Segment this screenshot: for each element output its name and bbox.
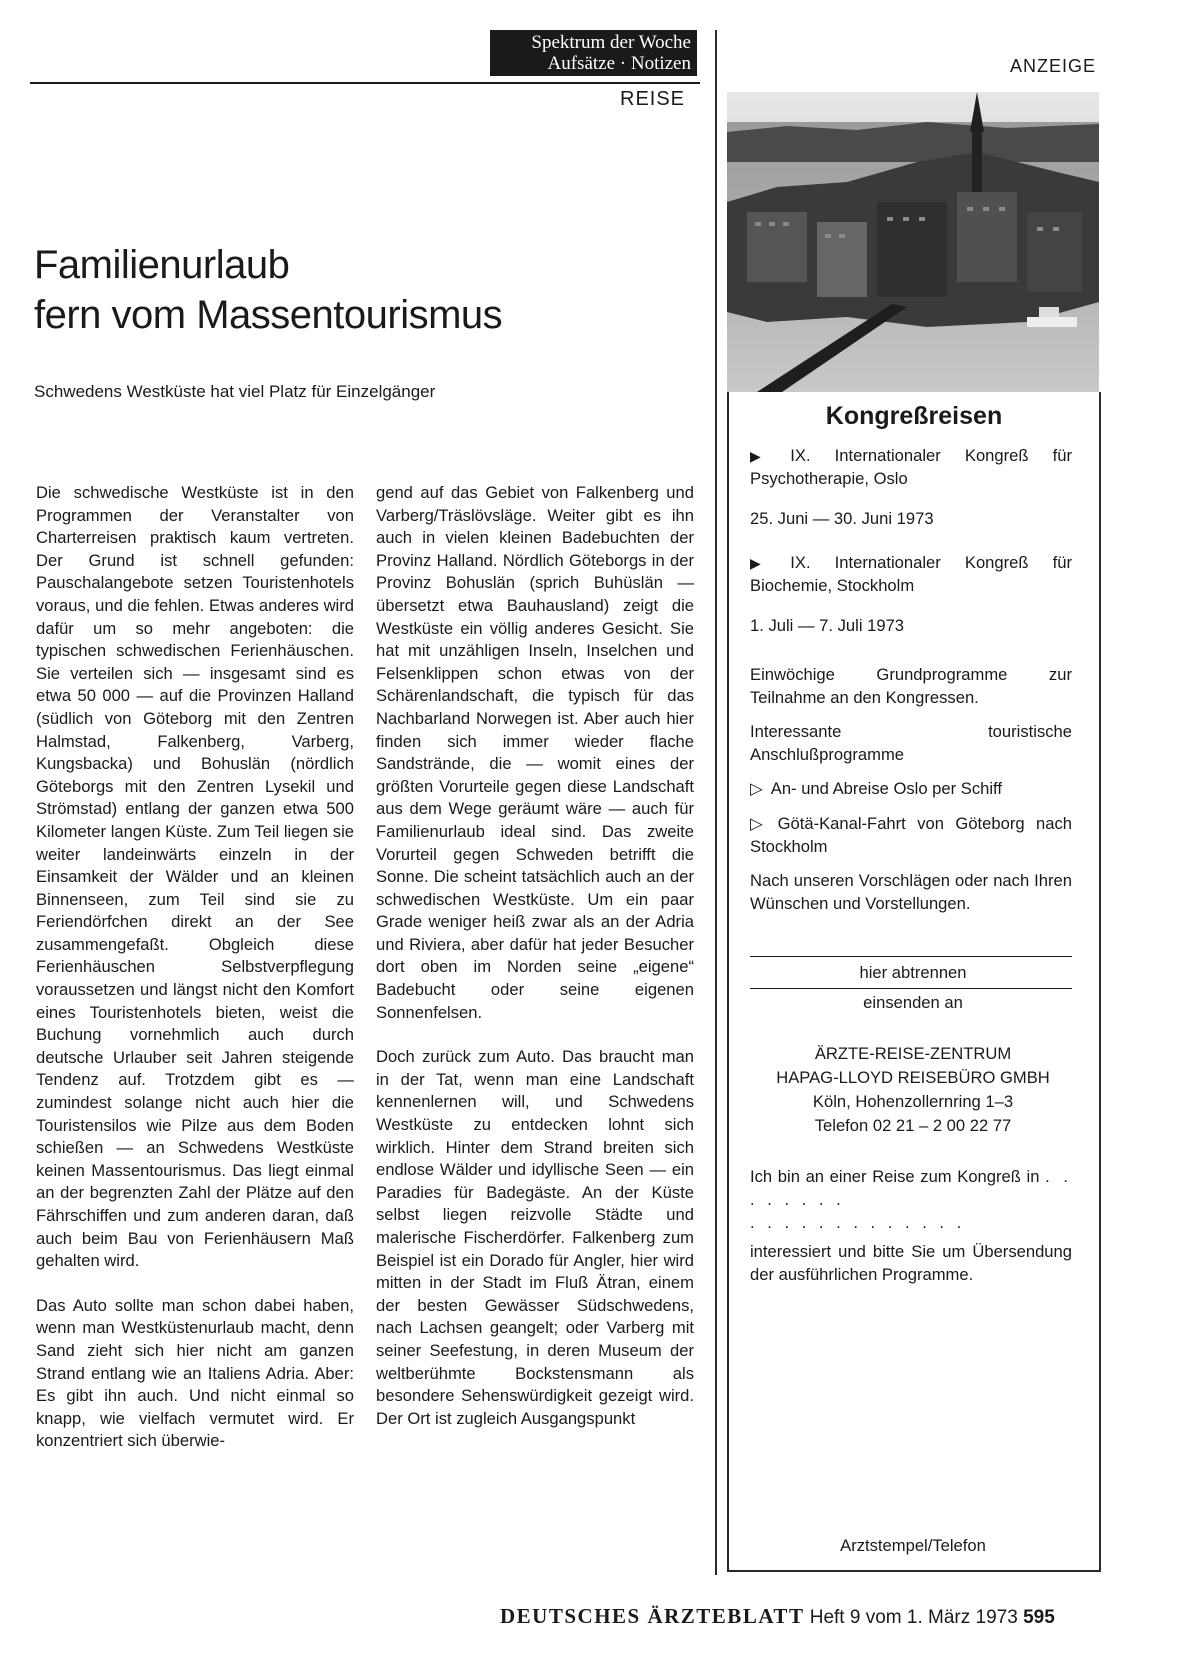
triangle-right-icon: ▶: [750, 448, 781, 464]
section-box: [490, 30, 697, 76]
ad-option-2: [750, 813, 1072, 858]
paragraph: Doch zurück zum Auto. Das braucht man in der Tat, wenn man eine Landschaft kennenlernen will, und Schwedens Westküste zu entdecken lohnt sich wirklich. Hinter dem Strand breiten sich endlose Wälder und idyllische Seen — ein Paradies für Badegäste. An der Küste selbst liegen reizvolle Städte und malerische Fischerdörfer. Falkenberg zum Beispiel ist ein Dorado für Angler, hier wird mitten in der Stadt im Fluß Ätran, einem der besten Gewässer Südschwedens, nach Lachsen geangelt; oder Varberg mit seiner Seefestung, in deren Museum der weltberühmte Bockstensmann als besondere Sehenswürdigkeit gezeigt wird. Der Ort ist zugleich Ausgangspunkt: [376, 1047, 694, 1428]
issue-info: Heft 9 vom 1. März 1973: [809, 1607, 1018, 1628]
triangle-outline-icon: ▷: [750, 814, 770, 833]
column-divider: [715, 30, 717, 1575]
order-form-text: [750, 1166, 1072, 1211]
ad-paragraph: Nach unseren Vorschlägen oder nach Ihren Wünschen und Vorstellungen.: [750, 871, 1072, 913]
ad-option-1: [750, 778, 1072, 801]
subtitle: Schwedens Westküste hat viel Platz für Einzelgänger: [34, 382, 436, 401]
cut-rule: [750, 988, 1072, 989]
send-label: einsenden an: [863, 993, 963, 1012]
ad-option-2-text: Götä-Kanal-Fahrt von Göteborg nach Stockholm: [750, 814, 1073, 856]
fill-dots[interactable]: . . . . . . . . . . . . .: [750, 1213, 966, 1232]
ad-option-1-text: An- und Abreise Oslo per Schiff: [770, 779, 1002, 798]
headline-line-1: Familienurlaub: [34, 243, 290, 287]
ad-item-1-text: IX. Internationaler Kongreß für Psychotherapie, Oslo: [750, 446, 1072, 488]
ad-paragraph: Interessante touristische Anschlußprogramme: [750, 722, 1072, 764]
headline-line-2: fern vom Massentourismus: [34, 293, 503, 337]
address-line-1: ÄRZTE-REISE-ZENTRUM: [814, 1044, 1012, 1063]
ad-title: Kongreßreisen: [825, 402, 1003, 430]
order-form-text-2: interessiert und bitte Sie um Übersendung der ausführlichen Programme.: [750, 1242, 1072, 1284]
top-rule: [30, 82, 700, 84]
cut-rule: [750, 956, 1072, 957]
triangle-right-icon: ▶: [750, 555, 781, 571]
ad-label: ANZEIGE: [1010, 56, 1097, 76]
fill-dots[interactable]: . . . . . . . .: [750, 1167, 1072, 1209]
paragraph: Das Auto sollte man schon dabei haben, wenn man Westküstenurlaub macht, denn Sand zieht sich hier nicht am ganzen Strand entlang wie an Italiens Adria. Aber: Es gibt ihn auch. Und nicht einmal so knapp, wie vielfach vermutet wird. Er konzentriert sich überwie-: [36, 1295, 354, 1451]
paragraph: gend auf das Gebiet von Falkenberg und Varberg/Träslövsläge. Weiter gibt es ihn auch in vielen kleinen Badebuchten der Provinz Halland. Nördlich Göteborgs in der Provinz Bohuslän (sprich Buhüslän — übersetzt etwa Bauhausland) zeigt die Westküste ein völlig anderes Gesicht. Sie hat mit unzähligen Inseln, Inselchen und Felsenklippen schon etwas von der Schärenlandschaft, die typisch für das Nachbarland Norwegen ist. Aber auch hier finden sich immer wieder flache Sandstrände, die — womit eines der größten Vorurteile gegen diese Landschaft aus dem Wege geräumt wäre — auch für Familienurlaub ideal sind. Das zweite Vorurteil gegen Schweden betrifft die Sonne. Die scheint tatsächlich auch an der schwedischen Westküste. Um ein paar Grade weniger heiß zwar als an der Adria und Riviera, aber dafür hat jeder Besucher dort oben im Norden seine „eigene“ Badebucht oder seine eigenen Sonnenfelsen.: [376, 483, 694, 1022]
order-form-text-1: Ich bin an einer Reise zum Kongreß in: [750, 1167, 1040, 1186]
section-label: REISE: [620, 88, 686, 110]
address-line-4: Telefon 02 21 – 2 00 22 77: [814, 1116, 1012, 1135]
section-line-2: Aufsätze · Notizen: [547, 53, 691, 74]
ad-item-2: [750, 552, 1072, 597]
stamp-label: Arztstempel/Telefon: [840, 1536, 986, 1555]
page-footer: [500, 1604, 1055, 1629]
masthead: DEUTSCHES ÄRZTEBLATT: [500, 1604, 805, 1628]
cut-label: hier abtrennen: [859, 963, 967, 982]
headline: [34, 240, 674, 340]
address-line-2: HAPAG-LLOYD REISEBÜRO GMBH: [776, 1068, 1050, 1087]
triangle-outline-icon: ▷: [750, 779, 763, 798]
ad-item-2-text: IX. Internationaler Kongreß für Biochemie, Stockholm: [750, 553, 1072, 595]
stockholm-photo-icon: [727, 92, 1099, 392]
address-line-3: Köln, Hohenzollernring 1–3: [812, 1092, 1014, 1111]
ad-item-1-date: 25. Juni — 30. Juni 1973: [750, 509, 934, 528]
ad-paragraph: Einwöchige Grundprogramme zur Teilnahme an den Kongressen.: [750, 665, 1072, 707]
article-column-left: [36, 482, 354, 1475]
article-column-right: [376, 482, 694, 1452]
ad-item-2-date: 1. Juli — 7. Juli 1973: [750, 616, 905, 635]
section-line-1: Spektrum der Woche: [531, 32, 691, 53]
page-number: 595: [1023, 1607, 1055, 1628]
ad-item-1: [750, 445, 1072, 490]
paragraph: Die schwedische Westküste ist in den Programmen der Veranstalter von Charterreisen praktisch kaum vertreten. Der Grund ist schnell gefunden: Pauschalangebote setzen Touristenhotels voraus, und die fehlen. Etwas anderes wird dafür um so mehr angeboten: die typischen schwedischen Ferienhäuschen. Sie verteilen sich — insgesamt sind es etwa 50 000 — auf die Provinzen Halland (südlich von Göteborg mit den Zentren Halmstad, Falkenberg, Varberg, Kungsbacka) und Bohuslän (nördlich Göteborgs mit den Zentren Lysekil und Strömstad) entlang der ganzen etwa 500 Kilometer langen Küste. Zum Teil liegen sie weiter landeinwärts einzeln in der Einsamkeit der Wälder und an kleinen Binnenseen, zum Teil sind sie zu Feriendörfchen direkt an der See zusammengefaßt. Obgleich diese Ferienhäuschen Selbstverpflegung voraussetzen und längst nicht den Komfort eines Touristenhotels bieten, weist die Buchung vornehmlich auch durch deutsche Urlauber seit Jahren steigende Tendenz auf. Trotzdem gibt es — zumindest solange nicht auch hier die Touristensilos wie Pilze aus dem Boden schießen — an Schwedens Westküste keinen Massentourismus. Das liegt einmal an der begrenzten Zahl der Plätze auf den Fährschiffen und zum anderen daran, daß auch beim Bau von Ferienhäusern Maß gehalten wird.: [36, 483, 354, 1271]
